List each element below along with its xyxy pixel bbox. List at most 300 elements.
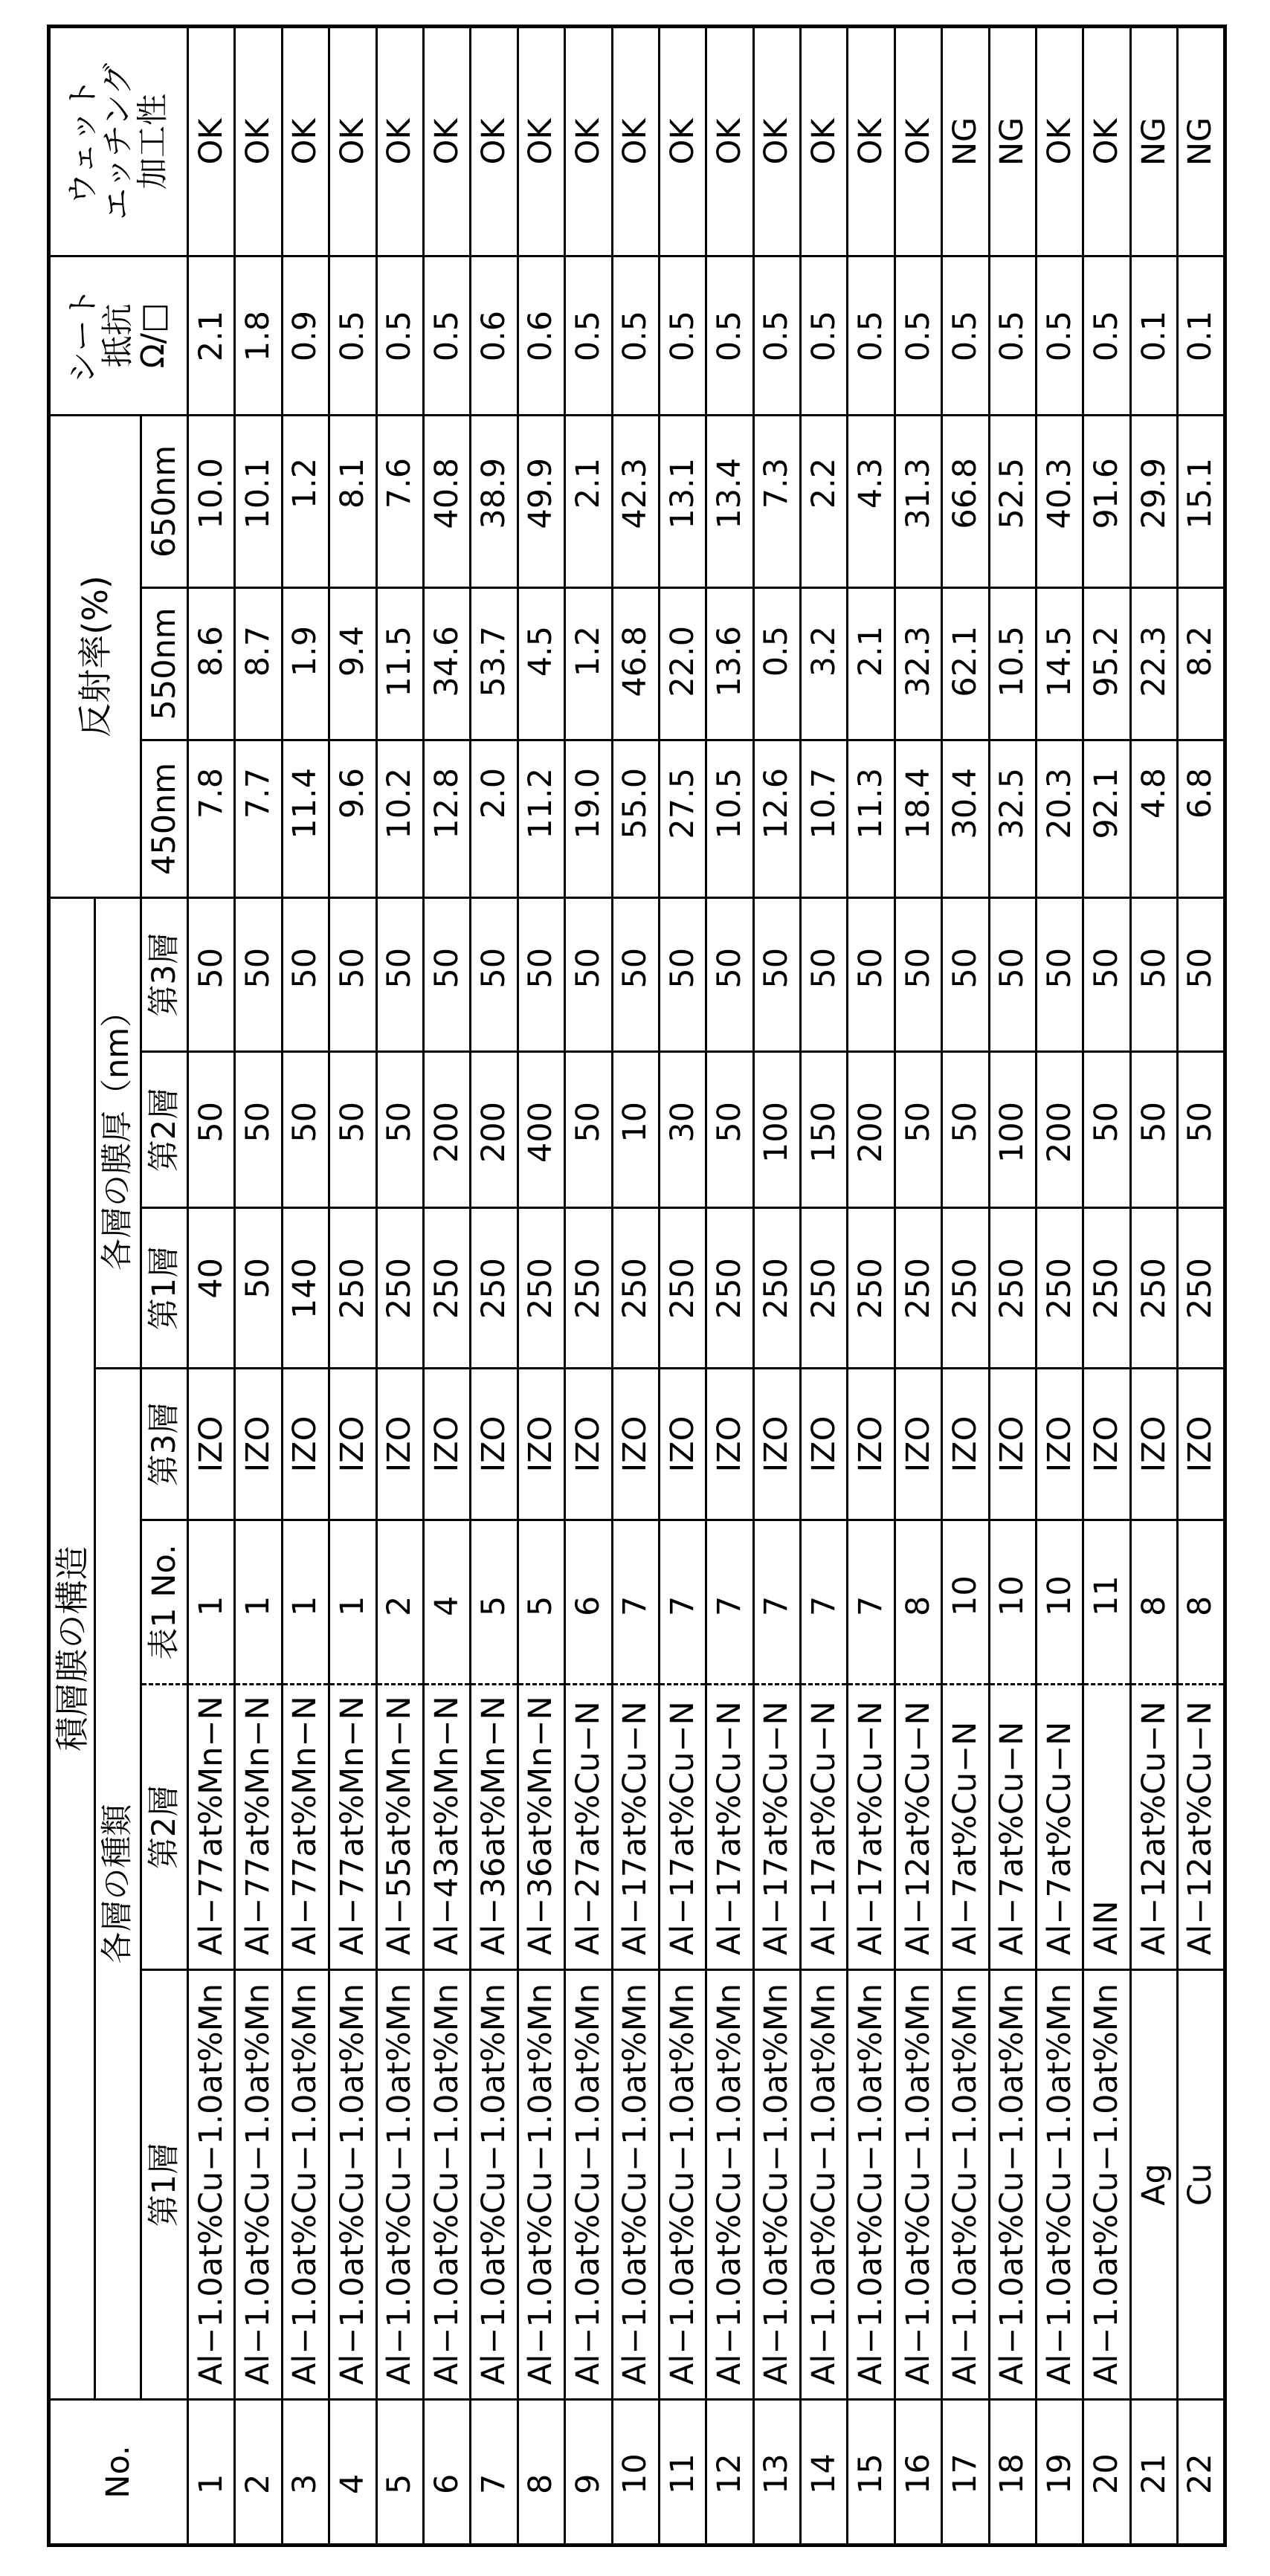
cell-wet-etching: OK [471,26,518,256]
cell-table1-no: 10 [989,1520,1036,1685]
cell-thickness-layer3: 50 [1083,897,1130,1051]
cell-layer2: Al−12at%Cu−N [895,1685,941,1970]
cell-reflectance-450: 18.4 [895,740,941,897]
cell-reflectance-450: 19.0 [565,740,612,897]
cell-thickness-layer1: 250 [612,1208,659,1369]
header-reflectance: 反射率(%) [49,415,141,897]
cell-thickness-layer2: 400 [518,1052,564,1208]
cell-reflectance-650: 8.1 [329,415,376,587]
header-thickness-layer1: 第1層 [141,1208,188,1369]
cell-table1-no: 5 [518,1520,564,1685]
cell-reflectance-550: 46.8 [612,587,659,740]
cell-thickness-layer2: 50 [1178,1052,1225,1208]
cell-layer1: Al−1.0at%Cu−1.0at%Mn [848,1970,895,2400]
cell-thickness-layer2: 100 [753,1052,800,1208]
cell-no: 22 [1178,2400,1225,2546]
cell-layer3: IZO [282,1369,329,1520]
cell-reflectance-650: 7.3 [753,415,800,587]
cell-wet-etching: OK [895,26,941,256]
cell-wet-etching: OK [753,26,800,256]
cell-layer3: IZO [329,1369,376,1520]
cell-thickness-layer3: 50 [282,897,329,1051]
cell-reflectance-550: 95.2 [1083,587,1130,740]
cell-thickness-layer1: 50 [235,1208,282,1369]
cell-reflectance-550: 32.3 [895,587,941,740]
cell-layer2: Al−12at%Cu−N [1130,1685,1177,1970]
cell-reflectance-650: 2.2 [801,415,848,587]
cell-no: 12 [706,2400,753,2546]
cell-no: 14 [801,2400,848,2546]
header-no: No. [49,2400,188,2546]
cell-table1-no: 8 [895,1520,941,1685]
cell-layer3: IZO [895,1369,941,1520]
cell-reflectance-650: 2.1 [565,415,612,587]
cell-layer3: IZO [376,1369,423,1520]
cell-reflectance-650: 13.1 [659,415,706,587]
cell-thickness-layer3: 50 [376,897,423,1051]
cell-layer1: Al−1.0at%Cu−1.0at%Mn [235,1970,282,2400]
cell-thickness-layer3: 50 [423,897,470,1051]
header-550nm: 550nm [141,587,188,740]
cell-thickness-layer1: 250 [1130,1208,1177,1369]
cell-no: 18 [989,2400,1036,2546]
cell-layer2: Al−7at%Cu−N [942,1685,989,1970]
cell-reflectance-550: 8.6 [188,587,235,740]
table-row [518,26,564,2545]
cell-reflectance-650: 13.4 [706,415,753,587]
table-row [376,26,423,2545]
header-sheet-line2: 抵抗 [101,257,136,414]
cell-table1-no: 7 [801,1520,848,1685]
cell-thickness-layer3: 50 [659,897,706,1051]
cell-wet-etching: OK [612,26,659,256]
cell-reflectance-450: 10.5 [706,740,753,897]
cell-layer1: Al−1.0at%Cu−1.0at%Mn [471,1970,518,2400]
cell-reflectance-450: 7.7 [235,740,282,897]
cell-wet-etching: OK [1037,26,1083,256]
cell-wet-etching: NG [942,26,989,256]
cell-wet-etching: NG [989,26,1036,256]
cell-layer1: Ag [1130,1970,1177,2400]
cell-thickness-layer2: 50 [282,1052,329,1208]
cell-layer2: Al−17at%Cu−N [801,1685,848,1970]
cell-reflectance-450: 11.4 [282,740,329,897]
cell-thickness-layer3: 50 [612,897,659,1051]
cell-thickness-layer3: 50 [848,897,895,1051]
cell-reflectance-450: 10.2 [376,740,423,897]
cell-thickness-layer2: 50 [895,1052,941,1208]
cell-sheet-resistance: 0.5 [329,256,376,415]
header-wet-etching [49,26,188,256]
table-row [235,26,282,2545]
cell-table1-no: 1 [329,1520,376,1685]
cell-sheet-resistance: 0.5 [659,256,706,415]
cell-layer1: Al−1.0at%Cu−1.0at%Mn [753,1970,800,2400]
cell-thickness-layer2: 200 [471,1052,518,1208]
cell-thickness-layer2: 50 [1083,1052,1130,1208]
cell-layer2: Al−7at%Cu−N [1037,1685,1083,1970]
cell-thickness-layer3: 50 [518,897,564,1051]
cell-thickness-layer3: 50 [895,897,941,1051]
cell-table1-no: 7 [753,1520,800,1685]
header-sheet-line3: Ω/□ [136,257,171,414]
table-row [895,26,941,2545]
cell-thickness-layer1: 250 [1083,1208,1130,1369]
cell-thickness-layer3: 50 [235,897,282,1051]
cell-reflectance-450: 2.0 [471,740,518,897]
cell-sheet-resistance: 0.5 [1037,256,1083,415]
cell-reflectance-450: 20.3 [1037,740,1083,897]
cell-table1-no: 6 [565,1520,612,1685]
cell-table1-no: 7 [706,1520,753,1685]
cell-table1-no: 1 [282,1520,329,1685]
header-etch-line1: ウェット [66,28,101,255]
cell-layer2: Al−36at%Mn−N [518,1685,564,1970]
table-row [706,26,753,2545]
cell-wet-etching: NG [1130,26,1177,256]
cell-wet-etching: OK [1083,26,1130,256]
table-row [329,26,376,2545]
cell-layer2: Al−43at%Mn−N [423,1685,470,1970]
cell-sheet-resistance: 0.5 [376,256,423,415]
cell-reflectance-650: 10.1 [235,415,282,587]
cell-reflectance-650: 40.3 [1037,415,1083,587]
cell-thickness-layer1: 140 [282,1208,329,1369]
cell-reflectance-550: 53.7 [471,587,518,740]
cell-sheet-resistance: 0.1 [1130,256,1177,415]
cell-reflectance-550: 62.1 [942,587,989,740]
cell-reflectance-550: 3.2 [801,587,848,740]
cell-thickness-layer2: 200 [1037,1052,1083,1208]
cell-no: 3 [282,2400,329,2546]
cell-thickness-layer1: 250 [1037,1208,1083,1369]
cell-layer3: IZO [471,1369,518,1520]
cell-no: 13 [753,2400,800,2546]
cell-reflectance-650: 66.8 [942,415,989,587]
cell-sheet-resistance: 1.8 [235,256,282,415]
cell-wet-etching: OK [518,26,564,256]
cell-reflectance-450: 12.8 [423,740,470,897]
cell-table1-no: 2 [376,1520,423,1685]
cell-thickness-layer1: 250 [1178,1208,1225,1369]
cell-thickness-layer2: 200 [423,1052,470,1208]
cell-layer3: IZO [1130,1369,1177,1520]
cell-layer1: Al−1.0at%Cu−1.0at%Mn [423,1970,470,2400]
cell-thickness-layer1: 250 [423,1208,470,1369]
cell-layer2: Al−36at%Mn−N [471,1685,518,1970]
cell-layer2: Al−17at%Cu−N [706,1685,753,1970]
cell-layer1: Al−1.0at%Cu−1.0at%Mn [612,1970,659,2400]
cell-reflectance-650: 31.3 [895,415,941,587]
cell-reflectance-550: 8.7 [235,587,282,740]
cell-reflectance-550: 13.6 [706,587,753,740]
header-etch-line3: 加工性 [136,28,171,255]
table-row [942,26,989,2545]
cell-layer3: IZO [989,1369,1036,1520]
cell-sheet-resistance: 0.5 [942,256,989,415]
cell-thickness-layer1: 250 [471,1208,518,1369]
cell-thickness-layer1: 40 [188,1208,235,1369]
cell-thickness-layer3: 50 [1130,897,1177,1051]
cell-thickness-layer2: 50 [188,1052,235,1208]
table-row [1037,26,1083,2545]
header-layer3: 第3層 [141,1369,188,1520]
cell-reflectance-550: 9.4 [329,587,376,740]
cell-layer2: Al−17at%Cu−N [659,1685,706,1970]
cell-reflectance-450: 55.0 [612,740,659,897]
cell-reflectance-450: 11.3 [848,740,895,897]
cell-layer1: Al−1.0at%Cu−1.0at%Mn [942,1970,989,2400]
cell-layer2: Al−17at%Cu−N [612,1685,659,1970]
cell-table1-no: 10 [942,1520,989,1685]
cell-layer3: IZO [942,1369,989,1520]
cell-reflectance-450: 32.5 [989,740,1036,897]
cell-layer3: IZO [1037,1369,1083,1520]
cell-reflectance-550: 22.3 [1130,587,1177,740]
cell-layer1: Al−1.0at%Cu−1.0at%Mn [706,1970,753,2400]
cell-layer3: IZO [706,1369,753,1520]
cell-reflectance-650: 42.3 [612,415,659,587]
rotated-table-page [47,28,1223,2547]
table-row [659,26,706,2545]
cell-layer1: Al−1.0at%Cu−1.0at%Mn [1037,1970,1083,2400]
cell-thickness-layer1: 250 [565,1208,612,1369]
cell-reflectance-450: 12.6 [753,740,800,897]
cell-thickness-layer3: 50 [942,897,989,1051]
cell-reflectance-650: 91.6 [1083,415,1130,587]
cell-thickness-layer2: 200 [848,1052,895,1208]
cell-thickness-layer1: 250 [942,1208,989,1369]
cell-table1-no: 10 [1037,1520,1083,1685]
cell-sheet-resistance: 2.1 [188,256,235,415]
cell-sheet-resistance: 0.5 [1083,256,1130,415]
header-450nm: 450nm [141,740,188,897]
cell-no: 7 [471,2400,518,2546]
cell-no: 17 [942,2400,989,2546]
table-row [282,26,329,2545]
cell-table1-no: 8 [1130,1520,1177,1685]
cell-sheet-resistance: 0.5 [895,256,941,415]
cell-layer2: Al−12at%Cu−N [1178,1685,1225,1970]
cell-no: 9 [565,2400,612,2546]
cell-reflectance-550: 0.5 [753,587,800,740]
cell-no: 8 [518,2400,564,2546]
cell-layer2: Al−77at%Mn−N [235,1685,282,1970]
cell-reflectance-450: 6.8 [1178,740,1225,897]
cell-layer3: IZO [188,1369,235,1520]
header-layer-types: 各層の種類 [95,1369,141,2400]
header-thickness-layer3: 第3層 [141,897,188,1051]
cell-layer1: Cu [1178,1970,1225,2400]
cell-wet-etching: OK [706,26,753,256]
cell-wet-etching: OK [188,26,235,256]
cell-thickness-layer1: 250 [989,1208,1036,1369]
cell-layer3: IZO [1083,1369,1130,1520]
cell-sheet-resistance: 0.6 [518,256,564,415]
cell-reflectance-650: 52.5 [989,415,1036,587]
cell-table1-no: 7 [612,1520,659,1685]
cell-layer2: Al−77at%Mn−N [188,1685,235,1970]
cell-reflectance-550: 22.0 [659,587,706,740]
cell-layer3: IZO [753,1369,800,1520]
cell-layer3: IZO [1178,1369,1225,1520]
cell-table1-no: 1 [235,1520,282,1685]
cell-reflectance-550: 34.6 [423,587,470,740]
cell-no: 1 [188,2400,235,2546]
cell-thickness-layer2: 50 [376,1052,423,1208]
cell-no: 5 [376,2400,423,2546]
cell-thickness-layer3: 50 [989,897,1036,1051]
cell-layer1: Al−1.0at%Cu−1.0at%Mn [329,1970,376,2400]
table-row [423,26,470,2545]
cell-reflectance-550: 2.1 [848,587,895,740]
cell-thickness-layer1: 250 [895,1208,941,1369]
cell-sheet-resistance: 0.5 [753,256,800,415]
table-row [565,26,612,2545]
cell-table1-no: 7 [848,1520,895,1685]
cell-no: 4 [329,2400,376,2546]
cell-reflectance-450: 11.2 [518,740,564,897]
cell-layer3: IZO [423,1369,470,1520]
cell-wet-etching: OK [376,26,423,256]
cell-reflectance-450: 10.7 [801,740,848,897]
header-etch-line2: エッチング [101,28,136,255]
cell-table1-no: 7 [659,1520,706,1685]
table-row [188,26,235,2545]
header-structure: 積層膜の構造 [49,897,95,2399]
cell-thickness-layer3: 50 [706,897,753,1051]
cell-sheet-resistance: 0.5 [565,256,612,415]
cell-reflectance-650: 4.3 [848,415,895,587]
cell-thickness-layer2: 50 [942,1052,989,1208]
cell-wet-etching: OK [423,26,470,256]
cell-layer1: Al−1.0at%Cu−1.0at%Mn [801,1970,848,2400]
cell-thickness-layer1: 250 [518,1208,564,1369]
cell-layer3: IZO [565,1369,612,1520]
cell-wet-etching: OK [282,26,329,256]
cell-wet-etching: OK [565,26,612,256]
header-thickness-layer2: 第2層 [141,1052,188,1208]
cell-layer2: Al−55at%Mn−N [376,1685,423,1970]
cell-layer2: Al−17at%Cu−N [753,1685,800,1970]
cell-reflectance-450: 27.5 [659,740,706,897]
cell-thickness-layer3: 50 [801,897,848,1051]
cell-layer1: Al−1.0at%Cu−1.0at%Mn [188,1970,235,2400]
cell-reflectance-550: 8.2 [1178,587,1225,740]
header-sheet-line1: シート [66,257,101,414]
cell-thickness-layer2: 150 [801,1052,848,1208]
cell-reflectance-550: 4.5 [518,587,564,740]
cell-layer2: AlN [1083,1685,1130,1970]
table-body [188,26,1225,2545]
table-row [612,26,659,2545]
header-sheet-resistance [49,256,188,415]
cell-reflectance-550: 14.5 [1037,587,1083,740]
cell-sheet-resistance: 0.5 [423,256,470,415]
header-layer2: 第2層 [141,1685,188,1970]
table-row [848,26,895,2545]
cell-layer2: Al−77at%Mn−N [329,1685,376,1970]
cell-wet-etching: OK [801,26,848,256]
cell-thickness-layer3: 50 [565,897,612,1051]
cell-thickness-layer3: 50 [1037,897,1083,1051]
cell-thickness-layer2: 50 [329,1052,376,1208]
laminated-film-table [47,25,1227,2547]
cell-reflectance-650: 10.0 [188,415,235,587]
cell-sheet-resistance: 0.6 [471,256,518,415]
cell-thickness-layer1: 250 [753,1208,800,1369]
cell-no: 19 [1037,2400,1083,2546]
cell-layer1: Al−1.0at%Cu−1.0at%Mn [565,1970,612,2400]
cell-thickness-layer3: 50 [1178,897,1225,1051]
cell-table1-no: 5 [471,1520,518,1685]
cell-layer2: Al−17at%Cu−N [848,1685,895,1970]
cell-layer1: Al−1.0at%Cu−1.0at%Mn [989,1970,1036,2400]
cell-layer2: Al−77at%Mn−N [282,1685,329,1970]
cell-sheet-resistance: 0.5 [706,256,753,415]
cell-reflectance-550: 11.5 [376,587,423,740]
table-row [753,26,800,2545]
cell-layer1: Al−1.0at%Cu−1.0at%Mn [895,1970,941,2400]
table-row [471,26,518,2545]
cell-reflectance-650: 49.9 [518,415,564,587]
table-row [1083,26,1130,2545]
cell-reflectance-450: 9.6 [329,740,376,897]
cell-wet-etching: OK [659,26,706,256]
cell-sheet-resistance: 0.5 [801,256,848,415]
cell-thickness-layer3: 50 [471,897,518,1051]
cell-table1-no: 8 [1178,1520,1225,1685]
cell-thickness-layer2: 10 [612,1052,659,1208]
cell-layer2: Al−27at%Cu−N [565,1685,612,1970]
cell-thickness-layer3: 50 [329,897,376,1051]
cell-reflectance-650: 40.8 [423,415,470,587]
cell-table1-no: 11 [1083,1520,1130,1685]
cell-layer3: IZO [612,1369,659,1520]
cell-no: 10 [612,2400,659,2546]
cell-no: 15 [848,2400,895,2546]
cell-reflectance-550: 10.5 [989,587,1036,740]
cell-thickness-layer3: 50 [188,897,235,1051]
cell-sheet-resistance: 0.1 [1178,256,1225,415]
cell-thickness-layer1: 250 [706,1208,753,1369]
cell-thickness-layer1: 250 [659,1208,706,1369]
cell-layer2: Al−7at%Cu−N [989,1685,1036,1970]
cell-reflectance-450: 92.1 [1083,740,1130,897]
cell-thickness-layer1: 250 [801,1208,848,1369]
cell-thickness-layer2: 50 [235,1052,282,1208]
cell-no: 2 [235,2400,282,2546]
cell-reflectance-550: 1.9 [282,587,329,740]
cell-sheet-resistance: 0.5 [612,256,659,415]
cell-wet-etching: OK [329,26,376,256]
cell-thickness-layer2: 100 [989,1052,1036,1208]
cell-reflectance-450: 4.8 [1130,740,1177,897]
cell-thickness-layer1: 250 [376,1208,423,1369]
cell-no: 6 [423,2400,470,2546]
cell-sheet-resistance: 0.5 [848,256,895,415]
table-row [1178,26,1225,2545]
cell-no: 21 [1130,2400,1177,2546]
cell-reflectance-650: 7.6 [376,415,423,587]
cell-reflectance-650: 15.1 [1178,415,1225,587]
cell-thickness-layer2: 30 [659,1052,706,1208]
cell-table1-no: 1 [188,1520,235,1685]
cell-wet-etching: OK [235,26,282,256]
cell-reflectance-450: 30.4 [942,740,989,897]
table-row [1130,26,1177,2545]
cell-reflectance-650: 1.2 [282,415,329,587]
